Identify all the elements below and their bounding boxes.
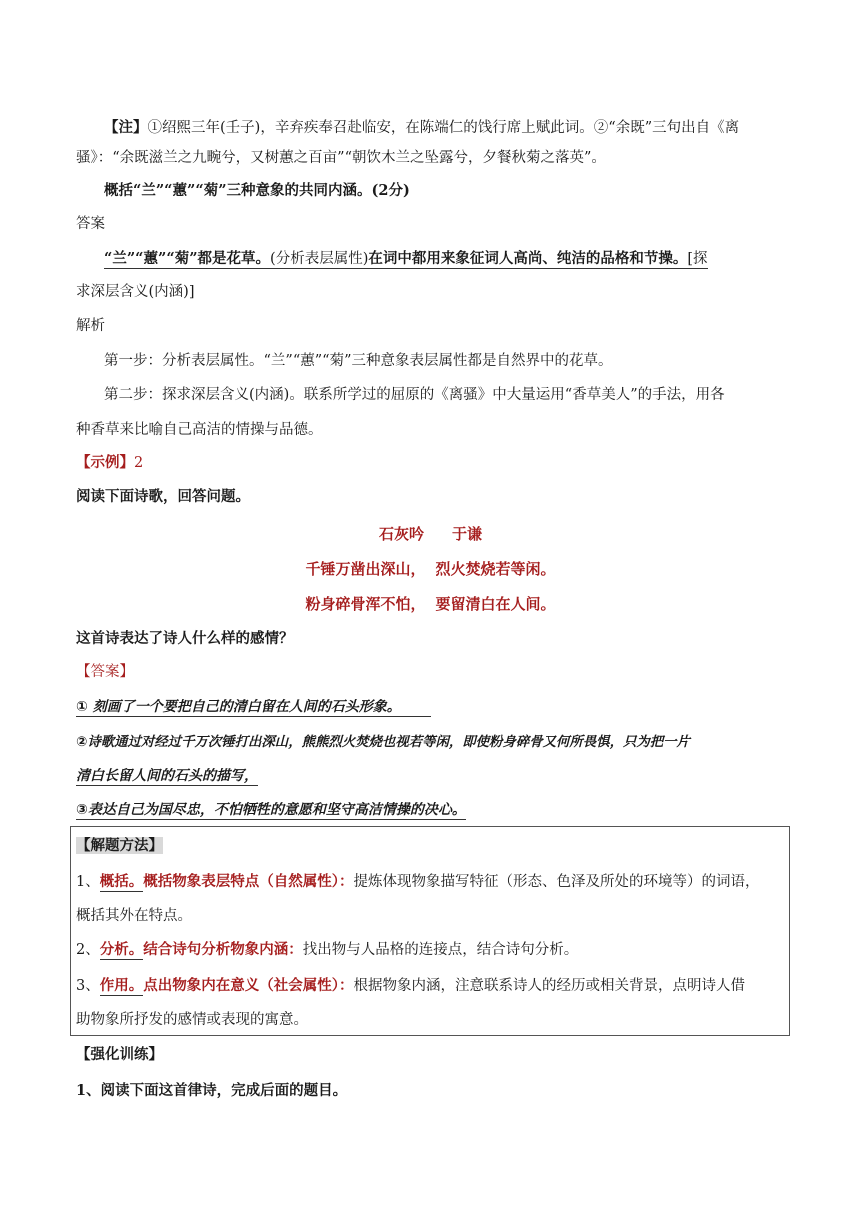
answer-heading: 答案 bbox=[76, 216, 105, 232]
answer-1-part-c: 在词中都用来象征词人高尚、纯洁的品格和节操。 bbox=[368, 250, 688, 267]
answer-2-item-1-text: ① 刻画了一个要把自己的清白留在人间的石头形象。 bbox=[76, 699, 431, 717]
method-3-num: 3、 bbox=[76, 978, 100, 994]
analysis-step-1: 第一步：分析表层属性。“兰”“蕙”“菊”三种意象表层属性都是自然界中的花草。 bbox=[104, 353, 613, 369]
question-1: 概括“兰”“蕙”“菊”三种意象的共同内涵。(2分) bbox=[104, 182, 410, 199]
method-3-line-1 bbox=[76, 976, 745, 996]
example-number: 2 bbox=[134, 455, 144, 471]
method-3-title: 点出物象内在意义（社会属性）： bbox=[143, 977, 354, 994]
method-1-title: 概括物象表层特点（自然属性）： bbox=[143, 873, 354, 890]
note-line-2 bbox=[76, 148, 606, 168]
method-box bbox=[70, 826, 790, 1036]
answer-1-line-1 bbox=[104, 249, 708, 269]
example-instruction: 阅读下面诗歌，回答问题。 bbox=[76, 488, 250, 505]
note-text-1: ①绍熙三年(壬子)，辛弃疾奉召赴临安，在陈端仁的饯行席上赋此词。②“余既”三句出自《离 bbox=[147, 120, 740, 136]
poem-title-line bbox=[0, 524, 861, 544]
method-1-key: 概括。 bbox=[99, 873, 144, 890]
poem-line-2-a: 粉身碎骨浑不怕， bbox=[305, 595, 426, 613]
answer-1-part-a: “兰”“蕙”“菊”都是花草。 bbox=[104, 250, 271, 267]
answer-2-item-1 bbox=[76, 697, 431, 717]
question-2: 这首诗表达了诗人什么样的感情？ bbox=[76, 630, 294, 647]
poem-author: 于谦 bbox=[452, 525, 483, 543]
analysis-step-2-line-1: 第二步：探求深层含义(内涵)。联系所学过的屈原的《离骚》中大量运用“香草美人”的手法，用各 bbox=[104, 387, 725, 403]
method-3-text: 根据物象内涵，注意联系诗人的经历或相关背景，点明诗人借 bbox=[353, 978, 745, 994]
method-1-line-2: 概括其外在特点。 bbox=[76, 908, 192, 924]
method-2-line bbox=[76, 940, 578, 960]
example-tag: 【示例】 bbox=[76, 454, 134, 471]
poem-line-1 bbox=[0, 559, 861, 579]
method-3-key: 作用。 bbox=[99, 977, 144, 994]
method-2-num: 2、 bbox=[76, 942, 100, 958]
answer-2-item-3-text: ③表达自己为国尽忠，不怕牺牲的意愿和坚守高洁情操的决心。 bbox=[76, 802, 466, 818]
poem-line-2-b: 要留清白在人间。 bbox=[435, 595, 556, 613]
example-heading bbox=[76, 453, 143, 473]
answer-1-part-d: [探 bbox=[687, 251, 708, 267]
training-heading: 【强化训练】 bbox=[76, 1046, 163, 1063]
method-3-line-2: 助物象所抒发的感情或表现的寓意。 bbox=[76, 1012, 308, 1028]
answer-1-line-2 bbox=[76, 282, 194, 302]
method-2-title: 结合诗句分析物象内涵： bbox=[143, 941, 303, 958]
poem-title: 石灰吟 bbox=[378, 525, 424, 543]
method-1-num: 1、 bbox=[76, 874, 100, 890]
method-1-text: 提炼体现物象描写特征（形态、色泽及所处的环境等）的词语， bbox=[353, 874, 760, 890]
analysis-heading: 解析 bbox=[76, 318, 105, 334]
poem-line-2 bbox=[0, 594, 861, 614]
training-question-1: 1、阅读下面这首律诗，完成后面的题目。 bbox=[76, 1082, 348, 1099]
answer-2-item-2-line-1: ②诗歌通过对经过千万次锤打出深山，熊熊烈火焚烧也视若等闲，即使粉身碎骨又何所畏惧，只为把一片 bbox=[76, 735, 690, 750]
poem-line-1-a: 千锤万凿出深山， bbox=[305, 560, 426, 578]
poem-line-1-b: 烈火焚烧若等闲。 bbox=[435, 560, 556, 578]
method-1-line-1 bbox=[76, 872, 759, 892]
answer-1-part-b: (分析表层属性) bbox=[270, 251, 369, 267]
note-tag: 【注】 bbox=[104, 119, 148, 136]
answer-tag: 【答案】 bbox=[76, 664, 134, 680]
analysis-step-2-line-2: 种香草来比喻自己高洁的情操与品德。 bbox=[76, 422, 323, 438]
answer-1-part-e: 求深层含义(内涵)] bbox=[76, 284, 195, 300]
note-line-1 bbox=[104, 118, 739, 138]
method-2-key: 分析。 bbox=[99, 941, 144, 958]
note-text-2: 骚》：“余既滋兰之九畹兮，又树蕙之百亩”“朝饮木兰之坠露兮，夕餐秋菊之落英”。 bbox=[76, 150, 606, 166]
method-2-text: 找出物与人品格的连接点，结合诗句分析。 bbox=[302, 942, 579, 958]
method-heading bbox=[76, 836, 163, 856]
answer-2-item-3 bbox=[76, 800, 466, 820]
answer-2-item-2-line-2-text: 清白长留人间的石头的描写， bbox=[76, 768, 258, 784]
answer-2-item-2-line-2 bbox=[76, 766, 258, 786]
method-tag: 【解题方法】 bbox=[76, 837, 163, 854]
